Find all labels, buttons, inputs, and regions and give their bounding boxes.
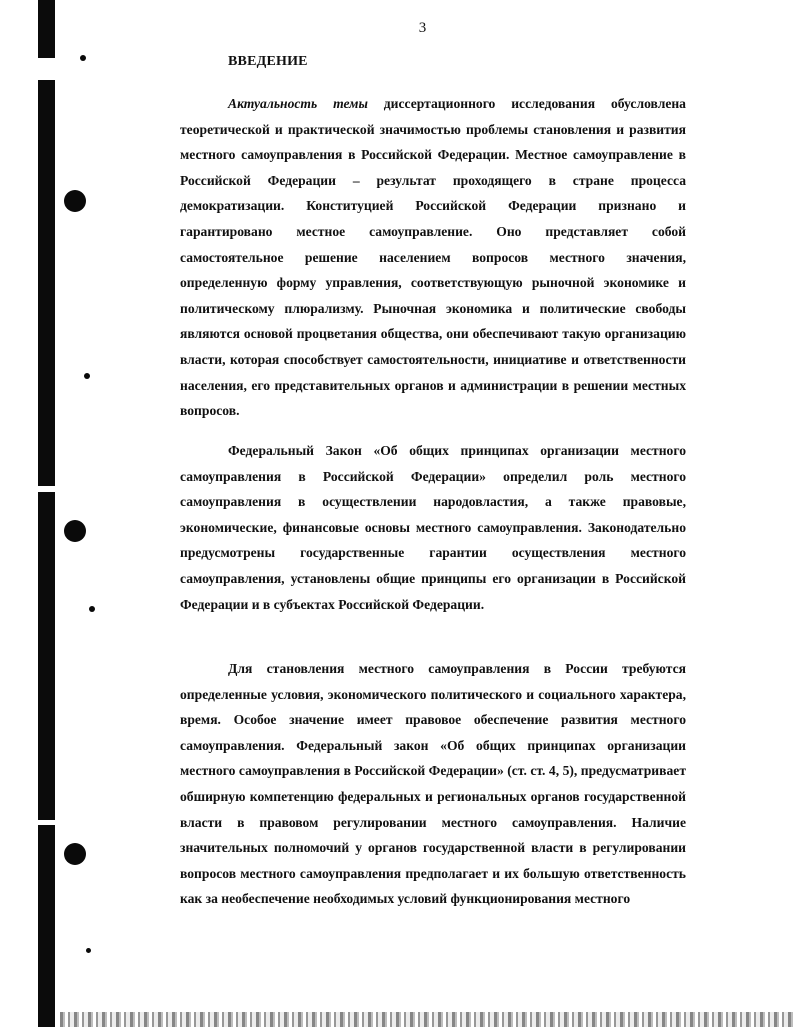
- paragraph-text: диссертационного исследования обусловлена теоретической и практической значимостью проблемы становления и развития местного самоуправления в Российской Федерации. Местное самоуправление в Российской Федерации – результат проходящего в стране процесса демократизации. Конституцией Российской Федерации признано и гарантировано местное самоуправление. Оно представляет собой самостоятельное решение населением вопросов местного значения, определенную форму управления, соответствующую рыночной экономике и политическому плюрализму. Рыночная экономика и политические свободы являются основой процветания общества, они обеспечивают такую организацию власти, которая способствует самостоятельности, инициативе и ответственности населения, его представительных органов и администрации в решении местных вопросов.: [180, 96, 686, 419]
- scan-speck: [86, 948, 91, 953]
- paragraph-federal-law: Федеральный Закон «Об общих принципах организации местного самоуправления в Российской Федерации» определил роль местного самоуправления в осуществлении народовластия, а также правовые, экономические, финансовые основы местного самоуправления. Законодательно предусмотрены государственные гарантии осуществления местного самоуправления, установлены общие принципы его организации в Российской Федерации и в субъектах Российской Федерации.: [180, 443, 686, 612]
- scan-binding-strip: [38, 0, 55, 1027]
- scan-speck: [89, 606, 95, 612]
- scan-binding-gap: [38, 820, 55, 825]
- scan-speck: [80, 55, 86, 61]
- scan-binding-gap: [38, 486, 55, 492]
- page-number: 3: [418, 20, 427, 36]
- scan-speck: [84, 373, 90, 379]
- italic-lead-phrase: Актуальность темы: [228, 96, 368, 111]
- paragraph-conditions: Для становления местного самоуправления в России требуются определенные условия, экономического политического и социального характера, время. Особое значение имеет правовое обеспечение развития местного самоуправления. Федеральный закон «Об общих принципах организации местного самоуправления в Российской Федерации» (ст. ст. 4, 5), предусматривает обширную компетенцию федеральных и региональных органов государственной власти в правовом регулировании местного самоуправления. Наличие значительных полномочий у органов государственной власти в регулировании вопросов местного самоуправления предполагает и их большую ответственность как за необеспечение необходимых условий функционирования местного: [180, 661, 686, 907]
- scan-edge-noise: [60, 1012, 795, 1027]
- page-title: ВВЕДЕНИЕ: [228, 54, 308, 69]
- paragraph-relevance: [180, 91, 686, 424]
- punch-hole: [64, 190, 86, 212]
- scan-binding-gap: [38, 58, 55, 80]
- punch-hole: [64, 520, 86, 542]
- punch-hole: [64, 843, 86, 865]
